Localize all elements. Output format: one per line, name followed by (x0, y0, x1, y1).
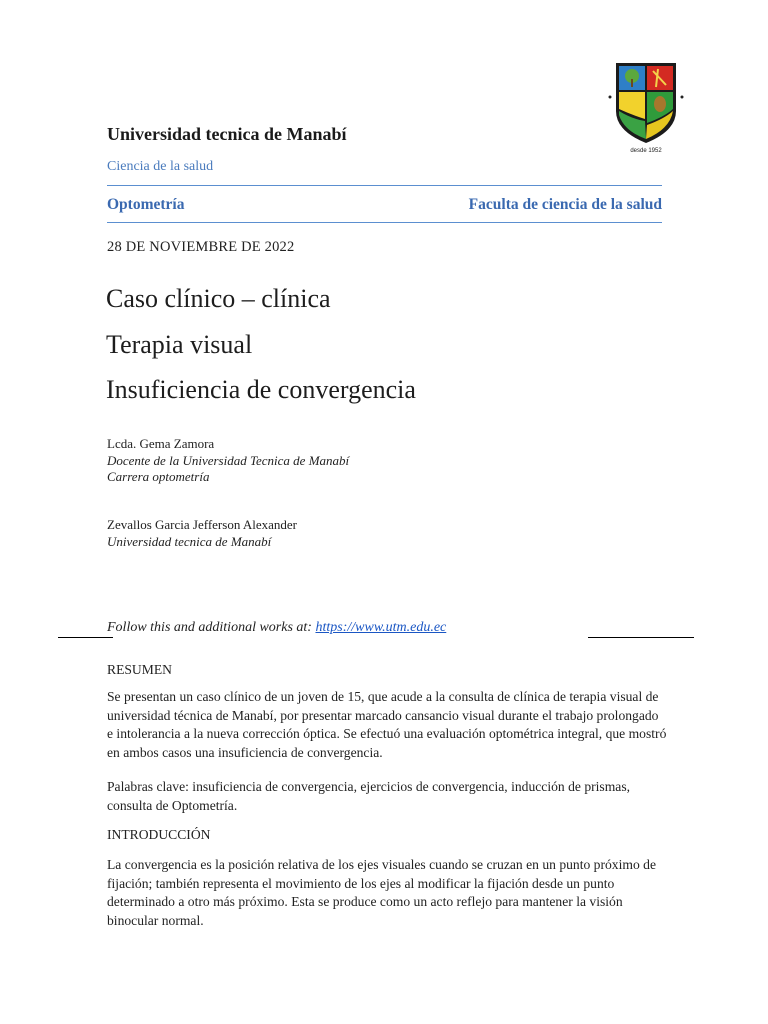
header-divider-top (107, 185, 662, 186)
section-heading-introduccion: INTRODUCCIÓN (107, 827, 211, 842)
header-subtitle: Ciencia de la salud (107, 159, 214, 174)
program-name: Optometría (107, 196, 185, 213)
keywords-paragraph: Palabras clave: insuficiencia de convergencia, ejercicios de convergencia, inducción de prismas, consulta de Optometría. (107, 779, 631, 813)
faculty-name: Faculta de ciencia de la salud (468, 196, 662, 213)
document-date: 28 DE NOVIEMBRE DE 2022 (107, 239, 295, 255)
follow-link[interactable]: https://www.utm.edu.ec (315, 620, 447, 635)
follow-text: Follow this and additional works at: (107, 620, 316, 635)
logo-caption: desde 1952 (630, 148, 662, 154)
university-name: Universidad tecnica de Manabí (107, 124, 347, 144)
follow-rule-left (58, 637, 113, 638)
author-affiliation: Universidad tecnica de Manabí (107, 533, 272, 549)
author-affiliation: Carrera optometría (107, 469, 210, 484)
author-name: Lcda. Gema Zamora (107, 436, 215, 451)
section-heading-resumen: RESUMEN (107, 662, 172, 677)
university-logo (606, 59, 686, 155)
author-affiliation: Docente de la Universidad Tecnica de Manabí (107, 452, 350, 468)
author-name: Zevallos Garcia Jefferson Alexander (107, 517, 297, 532)
header-divider-bottom (107, 222, 662, 223)
title-line-1: Caso clínico – clínica (106, 284, 331, 313)
introduccion-paragraph: La convergencia es la posición relativa de los ejes visuales cuando se cruzan en un punto próximo de fijación; también representa el movimiento de los ejes al modificar la fijación desde un punto determinado a otro más próximo. Esta se produce como un acto reflejo para mantener la visión binocular normal. (107, 857, 656, 928)
author-block (107, 517, 297, 550)
author-block (107, 436, 349, 486)
follow-rule-right (588, 637, 694, 638)
resumen-paragraph: Se presentan un caso clínico de un joven de 15, que acude a la consulta de clínica de terapia visual de universidad técnica de Manabí, por presentar marcado cansancio visual durante el trabajo prolongado e intolerancia a la nueva corrección óptica. Se efectuó una evaluación optométrica integral, que mostró en ambos casos una insuficiencia de convergencia. (107, 689, 667, 760)
follow-line (107, 620, 446, 636)
title-line-3: Insuficiencia de convergencia (106, 375, 416, 404)
title-line-2: Terapia visual (106, 330, 253, 359)
